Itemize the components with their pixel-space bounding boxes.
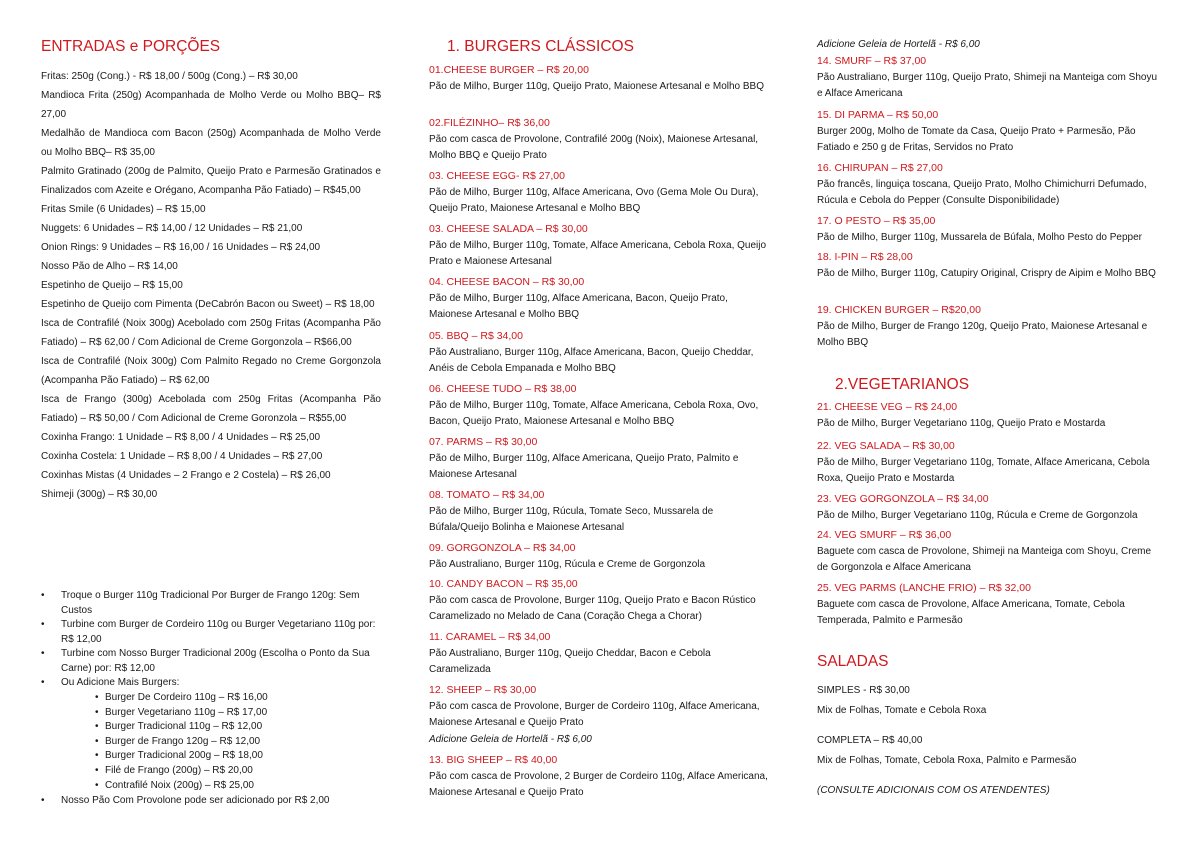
item-name: 15. DI PARMA – R$ 50,00	[817, 109, 939, 121]
item-description: Pão com casca de Provolone, Contrafilé 200g (Noix), Maionese Artesanal, Molho BBQ e Queijo Prato	[429, 133, 759, 161]
sub-bullet-item: • Burger Vegetariano 110g – R$ 17,00	[105, 706, 267, 721]
menu-line: Espetinho de Queijo – R$ 15,00	[41, 280, 183, 291]
menu-line: Medalhão de Mandioca com Bacon (250g) Acompanhada de Molho Verde ou Molho BBQ– R$ 35,00	[41, 128, 381, 158]
menu-line: Isca de Frango (300g) Acebolada com 250g Fritas (Acompanha Pão Fatiado) – R$ 50,00 / Com Adicional de Creme Goronzola – R$55,00	[41, 394, 381, 424]
menu-item	[817, 527, 1162, 577]
menu-item	[429, 168, 769, 218]
menu-line: Fritas: 250g (Cong.) - R$ 18,00 / 500g (Cong.) – R$ 30,00	[41, 71, 298, 82]
item-description: Pão com casca de Provolone, Burger de Cordeiro 110g, Alface Americana, Maionese Artesanal e Queijo Prato	[429, 700, 760, 728]
item-name: 23. VEG GORGONZOLA – R$ 34,00	[817, 493, 989, 505]
item-description: Pão de Milho, Burger 110g, Mussarela de Búfala, Molho Pesto do Pepper	[817, 231, 1143, 243]
item-name: 11. CARAMEL – R$ 34,00	[429, 631, 551, 643]
item-description: Pão Australiano, Burger 110g, Queijo Cheddar, Bacon e Cebola Caramelizada	[429, 647, 711, 675]
bullet-icon: •	[41, 648, 45, 659]
menu-line: Mandioca Frita (250g) Acompanhada de Molho Verde ou Molho BBQ– R$ 27,00	[41, 90, 381, 120]
bullet-icon: •	[95, 780, 99, 791]
section-title-burgers: 1. BURGERS CLÁSSICOS	[447, 38, 634, 55]
menu-item	[817, 249, 1162, 282]
item-note: Adicione Geleia de Hortelã - R$ 6,00	[429, 733, 592, 745]
menu-item	[817, 53, 1162, 103]
menu-item	[429, 221, 769, 271]
item-description: Pão de Milho, Burger 110g, Queijo Prato, Maionese Artesanal e Molho BBQ	[429, 80, 765, 92]
item-name: 02.FILÉZINHO– R$ 36,00	[429, 117, 550, 129]
item-description: Pão de Milho, Burger de Frango 120g, Queijo Prato, Maionese Artesanal e Molho BBQ	[817, 320, 1148, 348]
item-description: Pão de Milho, Burger 110g, Rúcula, Tomate Seco, Mussarela de Búfala/Queijo Bolinha e Maionese Artesanal	[429, 505, 714, 533]
menu-line: Nosso Pão de Alho – R$ 14,00	[41, 261, 178, 272]
menu-item	[817, 399, 1162, 432]
bullet-icon: •	[95, 692, 99, 703]
salad-simples-name: SIMPLES - R$ 30,00	[817, 685, 910, 696]
item-name: 21. CHEESE VEG – R$ 24,00	[817, 401, 958, 413]
menu-item	[429, 682, 769, 748]
menu-item	[429, 752, 769, 802]
item-name: 18. I-PIN – R$ 28,00	[817, 251, 913, 263]
section-title-vegetarianos: 2.VEGETARIANOS	[835, 376, 970, 393]
bullet-icon: •	[41, 619, 45, 630]
bullet-icon: •	[95, 721, 99, 732]
item-name: 22. VEG SALADA – R$ 30,00	[817, 440, 955, 452]
menu-line: Nuggets: 6 Unidades – R$ 14,00 / 12 Unidades – R$ 21,00	[41, 223, 303, 234]
item-name: 10. CANDY BACON – R$ 35,00	[429, 578, 578, 590]
top-note: Adicione Geleia de Hortelã - R$ 6,00	[817, 39, 980, 50]
sub-bullet-item: • Burger Tradicional 110g – R$ 12,00	[105, 720, 262, 735]
menu-line: Onion Rings: 9 Unidades – R$ 16,00 / 16 Unidades – R$ 24,00	[41, 242, 321, 253]
menu-line: Espetinho de Queijo com Pimenta (DeCabrón Bacon ou Sweet) – R$ 18,00	[41, 299, 375, 310]
item-description: Pão com casca de Provolone, 2 Burger de Cordeiro 110g, Alface Americana, Maionese Artesanal e Queijo Prato	[429, 770, 768, 798]
item-name: 07. PARMS – R$ 30,00	[429, 436, 538, 448]
item-name: 09. GORGONZOLA – R$ 34,00	[429, 542, 576, 554]
item-name: 05. BBQ – R$ 34,00	[429, 330, 523, 342]
item-description: Pão de Milho, Burger 110g, Tomate, Alface Americana, Cebola Roxa, Ovo, Bacon, Queijo Prato, Maionese Artesanal e Molho BBQ	[429, 399, 759, 427]
item-description: Pão Australiano, Burger 110g, Queijo Prato, Shimeji na Manteiga com Shoyu e Alface Americana	[817, 71, 1158, 99]
item-description: Pão francês, linguiça toscana, Queijo Prato, Molho Chimichurri Defumado, Rúcula e Cebola do Pepper (Consulte Disponibilidade)	[817, 178, 1147, 206]
item-name: 14. SMURF – R$ 37,00	[817, 55, 927, 67]
item-name: 25. VEG PARMS (LANCHE FRIO) – R$ 32,00	[817, 582, 1031, 594]
item-description: Baguete com casca de Provolone, Alface Americana, Tomate, Cebola Temperada, Palmito e Parmesão	[817, 598, 1125, 626]
bullet-item: • Troque o Burger 110g Tradicional Por Burger de Frango 120g: Sem Custos	[41, 590, 360, 616]
menu-item	[429, 274, 769, 324]
menu-item	[817, 438, 1162, 488]
section-title-entradas: ENTRADAS e PORÇÕES	[41, 38, 221, 55]
menu-item	[429, 629, 769, 679]
item-description: Pão Australiano, Burger 110g, Rúcula e Creme de Gorgonzola	[429, 558, 706, 570]
menu-item	[429, 328, 769, 378]
item-description: Pão com casca de Provolone, Burger 110g, Queijo Prato e Bacon Rústico Caramelizado no Melado de Cana (Coração Chega a Chorar)	[429, 594, 756, 622]
menu-item	[429, 540, 769, 573]
sub-bullet-item: • Burger De Cordeiro 110g – R$ 16,00	[105, 691, 268, 706]
item-name: 01.CHEESE BURGER – R$ 20,00	[429, 64, 589, 76]
item-name: 17. O PESTO – R$ 35,00	[817, 215, 936, 227]
sub-bullet-item: • Burger Tradicional 200g – R$ 18,00	[105, 749, 263, 764]
section-title-saladas: SALADAS	[817, 653, 889, 670]
menu-item	[429, 115, 769, 165]
item-name: 12. SHEEP – R$ 30,00	[429, 684, 537, 696]
menu-item	[429, 487, 769, 537]
sub-bullet-item: • Contrafilé Noix (200g) – R$ 25,00	[105, 779, 254, 794]
menu-item	[817, 160, 1162, 210]
item-description: Pão de Milho, Burger 110g, Tomate, Alface Americana, Cebola Roxa, Queijo Prato e Maionese Artesanal	[429, 239, 767, 267]
bullet-icon: •	[95, 765, 99, 776]
menu-line: Fritas Smile (6 Unidades) – R$ 15,00	[41, 204, 206, 215]
item-name: 13. BIG SHEEP – R$ 40,00	[429, 754, 558, 766]
sub-bullet-item: • Filé de Frango (200g) – R$ 20,00	[105, 764, 253, 779]
menu-item	[817, 580, 1162, 630]
bullet-icon: •	[41, 590, 45, 601]
salad-completa-description: Mix de Folhas, Tomate, Cebola Roxa, Palmito e Parmesão	[817, 755, 1077, 766]
menu-item	[429, 381, 769, 431]
menu-item	[429, 434, 769, 484]
salad-completa-name: COMPLETA – R$ 40,00	[817, 735, 923, 746]
bullet-item: • Nosso Pão Com Provolone pode ser adicionado por R$ 2,00	[41, 794, 381, 809]
item-name: 03. CHEESE SALADA – R$ 30,00	[429, 223, 588, 235]
bullet-item: • Ou Adicione Mais Burgers:	[41, 676, 381, 691]
bullet-item: • Turbine com Burger de Cordeiro 110g ou Burger Vegetariano 110g por: R$ 12,00	[41, 619, 376, 645]
item-description: Pão de Milho, Burger Vegetariano 110g, Rúcula e Creme de Gorgonzola	[817, 509, 1138, 521]
item-name: 08. TOMATO – R$ 34,00	[429, 489, 545, 501]
bullet-icon: •	[95, 750, 99, 761]
item-description: Burger 200g, Molho de Tomate da Casa, Queijo Prato + Parmesão, Pão Fatiado e 250 g de Fritas, Servidos no Prato	[817, 125, 1136, 153]
item-description: Pão de Milho, Burger 110g, Catupiry Original, Crispry de Aipim e Molho BBQ	[817, 267, 1156, 279]
item-description: Pão de Milho, Burger Vegetariano 110g, Queijo Prato e Mostarda	[817, 417, 1106, 429]
item-description: Pão de Milho, Burger 110g, Alface Americana, Queijo Prato, Palmito e Maionese Artesanal	[429, 452, 739, 480]
salad-simples-description: Mix de Folhas, Tomate e Cebola Roxa	[817, 705, 987, 716]
menu-line: Coxinha Frango: 1 Unidade – R$ 8,00 / 4 Unidades – R$ 25,00	[41, 432, 321, 443]
item-name: 24. VEG SMURF – R$ 36,00	[817, 529, 952, 541]
item-name: 06. CHEESE TUDO – R$ 38,00	[429, 383, 577, 395]
item-description: Pão de Milho, Burger 110g, Alface Americana, Ovo (Gema Mole Ou Dura), Queijo Prato, Maionese Artesanal e Molho BBQ	[429, 186, 759, 214]
item-name: 16. CHIRUPAN – R$ 27,00	[817, 162, 943, 174]
item-description: Pão Australiano, Burger 110g, Alface Americana, Bacon, Queijo Cheddar, Anéis de Cebola Empanada e Molho BBQ	[429, 346, 754, 374]
bullet-icon: •	[41, 795, 45, 806]
menu-item	[429, 576, 774, 626]
item-name: 04. CHEESE BACON – R$ 30,00	[429, 276, 585, 288]
entradas-list	[41, 67, 381, 504]
item-description: Baguete com casca de Provolone, Shimeji na Manteiga com Shoyu, Creme de Gorgonzola e Alface Americana	[817, 545, 1152, 573]
bullet-icon: •	[95, 707, 99, 718]
item-name: 19. CHICKEN BURGER – R$20,00	[817, 304, 981, 316]
sub-bullet-item: • Burger de Frango 120g – R$ 12,00	[105, 735, 260, 750]
item-name: 03. CHEESE EGG- R$ 27,00	[429, 170, 565, 182]
footer-note: (CONSULTE ADICIONAIS COM OS ATENDENTES)	[817, 785, 1050, 796]
menu-line: Palmito Gratinado (200g de Palmito, Queijo Prato e Parmesão Gratinados e Finalizados com Azeite e Orégano, Acompanha Pão Fatiado) – R$45,00	[41, 166, 381, 196]
menu-line: Isca de Contrafilé (Noix 300g) Acebolado com 250g Fritas (Acompanha Pão Fatiado) – R$ 62,00 / Com Adicional de Creme Gorgonzola – R$66,00	[41, 318, 381, 348]
menu-item	[817, 107, 1162, 157]
bullet-icon: •	[95, 736, 99, 747]
bullet-icon: •	[41, 677, 45, 688]
menu-line: Isca de Contrafilé (Noix 300g) Com Palmito Regado no Creme Gorgonzola (Acompanha Pão Fatiado) – R$ 62,00	[41, 356, 381, 386]
item-description: Pão de Milho, Burger 110g, Alface Americana, Bacon, Queijo Prato, Maionese Artesanal e Molho BBQ	[429, 292, 728, 320]
menu-item	[817, 491, 1162, 524]
menu-item	[817, 213, 1162, 246]
menu-line: Shimeji (300g) – R$ 30,00	[41, 489, 158, 500]
menu-line: Coxinha Costela: 1 Unidade – R$ 8,00 / 4 Unidades – R$ 27,00	[41, 451, 323, 462]
bullet-item: • Turbine com Nosso Burger Tradicional 200g (Escolha o Ponto da Sua Carne) por: R$ 12,00	[41, 648, 370, 674]
menu-item	[429, 62, 769, 95]
item-description: Pão de Milho, Burger Vegetariano 110g, Tomate, Alface Americana, Cebola Roxa, Queijo Prato e Mostarda	[817, 456, 1150, 484]
menu-item	[817, 302, 1162, 352]
menu-line: Coxinhas Mistas (4 Unidades – 2 Frango e 2 Costela) – R$ 26,00	[41, 470, 331, 481]
